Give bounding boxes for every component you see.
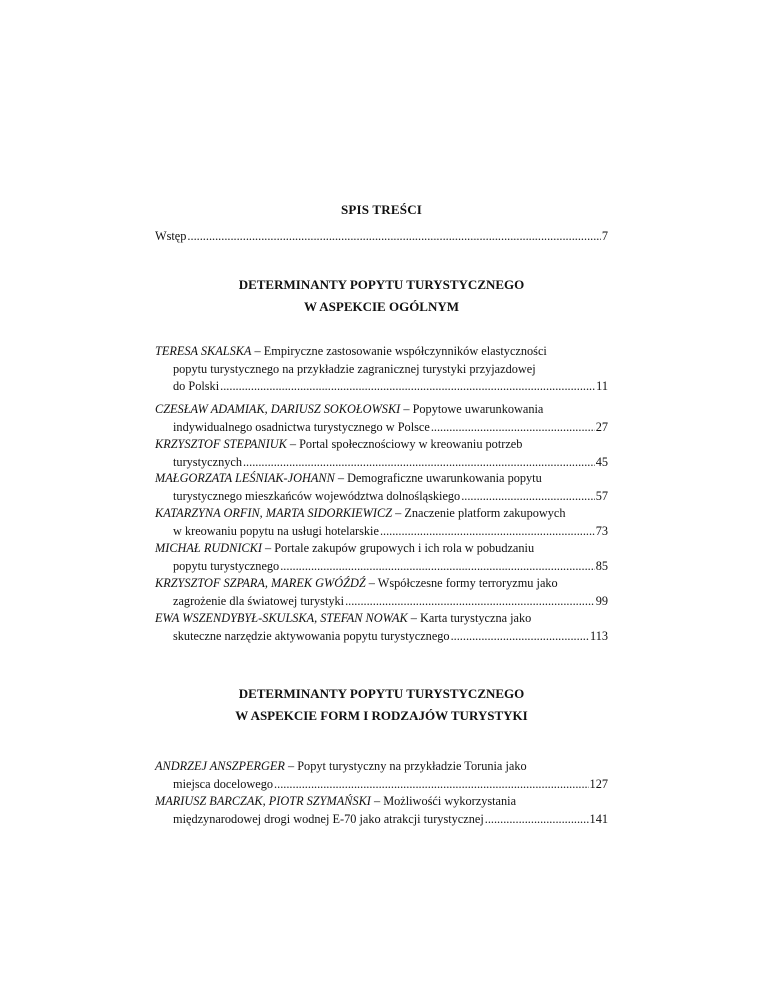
entry-title-part: do Polski xyxy=(173,379,220,393)
page-title: SPIS TREŚCI xyxy=(340,202,423,217)
section-heading-2-line2: W ASPEKCIE FORM I RODZAJÓW TURYSTYKI xyxy=(235,708,528,723)
leader-dots xyxy=(451,628,589,646)
entry-title-part: popytu turystycznego na przykładzie zagranicznej turystyki przyjazdowej xyxy=(173,361,536,376)
entry-title-part: – Karta turystyczna jako xyxy=(407,611,532,625)
entry-author: KRZYSZTOF STEPANIUK xyxy=(155,437,287,451)
toc-entry[interactable] xyxy=(155,793,608,828)
toc-entry[interactable] xyxy=(155,505,608,540)
leader-dots xyxy=(380,523,595,541)
entry-author: ANDRZEJ ANSZPERGER xyxy=(155,759,285,773)
leader-dots xyxy=(243,454,595,472)
toc-entry[interactable] xyxy=(155,540,608,575)
entry-page: 127 xyxy=(589,776,608,791)
entry-title-part: – Portale zakupów grupowych i ich rola w pobudzaniu xyxy=(261,541,535,555)
leader-dots xyxy=(345,593,595,611)
entry-author: EWA WSZENDYBYŁ-SKULSKA, STEFAN NOWAK xyxy=(155,611,408,625)
entry-title-part: popytu turystycznego xyxy=(173,558,280,573)
entry-page: 85 xyxy=(595,558,608,573)
entry-title-part: skuteczne narzędzie aktywowania popytu turystycznego xyxy=(173,628,450,643)
entry-title-part: indywidualnego osadnictwa turystycznego w Polsce xyxy=(173,419,430,434)
leader-dots xyxy=(187,229,600,244)
entry-author: TERESA SKALSKA xyxy=(155,344,252,358)
entry-title-part: – Współczesne formy terroryzmu jako xyxy=(365,576,558,590)
entry-page: 11 xyxy=(596,379,608,393)
entry-page: 113 xyxy=(590,628,608,643)
entry-author: KATARZYNA ORFIN, MARTA SIDORKIEWICZ xyxy=(155,506,393,520)
section-heading-2-line1: DETERMINANTY POPYTU TURYSTYCZNEGO xyxy=(238,686,525,701)
entry-author: CZESŁAW ADAMIAK, DARIUSZ SOKOŁOWSKI xyxy=(155,402,401,416)
entry-title-part: – Popytowe uwarunkowania xyxy=(400,402,544,416)
toc-intro[interactable] xyxy=(155,229,608,244)
toc-entry[interactable] xyxy=(155,436,608,471)
entry-page: 99 xyxy=(595,593,608,608)
toc-entry[interactable] xyxy=(155,343,608,396)
entry-author: MARIUSZ BARCZAK, PIOTR SZYMAŃSKI xyxy=(155,794,371,808)
section-heading-1-line2: W ASPEKCIE OGÓLNYM xyxy=(303,299,460,314)
entry-title-part: – Możliwośći wykorzystania xyxy=(370,794,517,808)
toc-intro-page: 7 xyxy=(601,229,608,243)
entry-title-part: międzynarodowej drogi wodnej E-70 jako atrakcji turystycznej xyxy=(173,811,484,826)
toc-intro-label: Wstęp xyxy=(155,229,187,243)
entry-page: 141 xyxy=(589,811,608,826)
entry-title-part: – Znaczenie platform zakupowych xyxy=(392,506,566,520)
section-heading-2 xyxy=(155,683,608,727)
toc-entry[interactable] xyxy=(155,610,608,645)
entry-author: MAŁGORZATA LEŚNIAK-JOHANN xyxy=(155,471,335,485)
toc-entry[interactable] xyxy=(155,470,608,505)
section-heading-1-line1: DETERMINANTY POPYTU TURYSTYCZNEGO xyxy=(238,277,525,292)
entry-author: MICHAŁ RUDNICKI xyxy=(155,541,262,555)
entry-title-part: miejsca docelowego xyxy=(173,776,274,791)
entry-page: 57 xyxy=(595,488,608,503)
entry-page: 73 xyxy=(595,523,608,538)
entry-title-part: w kreowaniu popytu na usługi hotelarskie xyxy=(173,523,379,538)
leader-dots xyxy=(461,488,595,506)
entry-title-part: zagrożenie dla światowej turystyki xyxy=(173,593,345,608)
entry-title-part: turystycznego mieszkańców województwa dolnośląskiego xyxy=(173,488,461,503)
entry-title-part: turystycznych xyxy=(173,454,242,469)
entry-author: KRZYSZTOF SZPARA, MAREK GWÓŹDŹ xyxy=(155,576,366,590)
toc-entry[interactable] xyxy=(155,401,608,436)
entry-title-part: – Empiryczne zastosowanie współczynników elastyczności xyxy=(251,344,547,358)
entry-page: 45 xyxy=(595,454,608,469)
leader-dots xyxy=(280,558,594,576)
leader-dots xyxy=(220,378,595,396)
entry-title-part: – Demograficzne uwarunkowania popytu xyxy=(334,471,542,485)
leader-dots xyxy=(431,419,595,437)
entry-title-part: – Portal społecznościowy w kreowaniu potrzeb xyxy=(286,437,523,451)
section-heading-1 xyxy=(155,274,608,318)
leader-dots xyxy=(274,776,589,794)
toc-entry[interactable] xyxy=(155,758,608,793)
toc-entry[interactable] xyxy=(155,575,608,610)
entry-title-part: – Popyt turystyczny na przykładzie Torunia jako xyxy=(284,759,527,773)
leader-dots xyxy=(485,811,589,829)
entry-page: 27 xyxy=(595,419,608,434)
